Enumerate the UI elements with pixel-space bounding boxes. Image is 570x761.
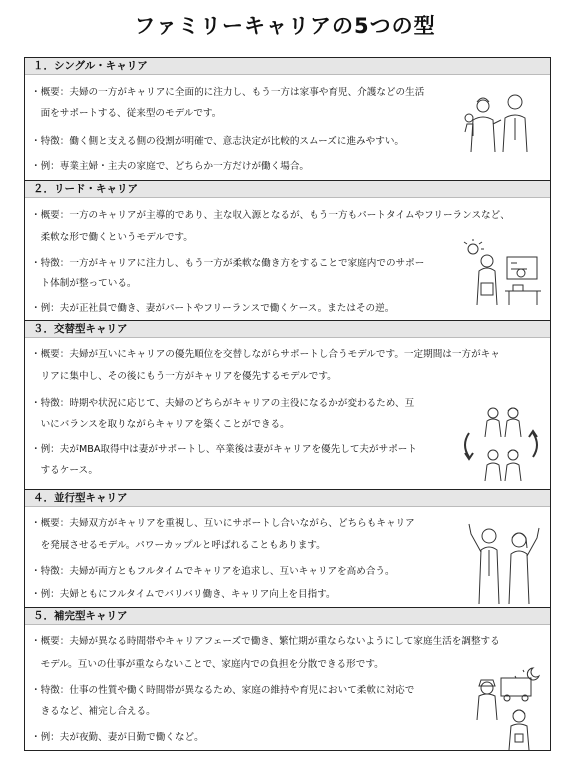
section-parallel-career: [25, 489, 550, 607]
example-line: ・例：夫が正社員で働き、妻がパートやフリーランスで働くケース。またはその逆。: [31, 303, 395, 314]
example-line: するケース。: [31, 465, 98, 476]
section-alternating-career: [25, 320, 550, 489]
overview-line: 面をサポートする、従来型のモデルです。: [31, 108, 222, 119]
example-line: ・例：夫が夜勤、妻が日勤で働くなど。: [31, 732, 204, 743]
feature-line: ・特徴：仕事の性質や働く時間帯が異なるため、家庭の維持や育児において柔軟に対応で: [31, 685, 415, 696]
overview-line: ・概要：夫婦双方がキャリアを重視し、互いにサポートし合いながら、どちらもキャリア: [31, 518, 415, 529]
overview-line: ・概要：夫婦が互いにキャリアの優先順位を交替しながらサポートし合うモデルです。一定期間は一方がキャ: [31, 349, 500, 360]
feature-line: ト体制が整っている。: [31, 278, 137, 289]
section-heading: １．シングル・キャリア: [25, 58, 550, 75]
overview-line: を発展させるモデル。パワーカップルと呼ばれることもあります。: [31, 540, 326, 551]
working-couple-illustration: [457, 239, 545, 305]
feature-line: ・特徴：一方がキャリアに注力し、もう一方が柔軟な働き方をすることで家庭内でのサポー: [31, 258, 425, 269]
feature-line: ・特徴：時期や状況に応じて、夫婦のどちらがキャリアの主役になるかが変わるため、互: [31, 398, 415, 409]
feature-line: いにバランスを取りながらキャリアを築くことができる。: [31, 419, 290, 430]
overview-line: リアに集中し、その後にもう一方がキャリアを優先するモデルです。: [31, 371, 337, 382]
example-line: ・例：夫がMBA取得中は妻がサポートし、卒業後は妻がキャリアを優先して夫がサポート: [31, 444, 417, 455]
power-couple-illustration: [465, 516, 545, 604]
section-heading: ２．リード・キャリア: [25, 181, 550, 198]
section-heading: ３．交替型キャリア: [25, 321, 550, 338]
section-complementary-career: [25, 607, 550, 750]
example-line: ・例：専業主婦・主夫の家庭で、どちらか一方だけが働く場合。: [31, 161, 310, 172]
shift-workers-illustration: [471, 664, 545, 750]
overview-line: 柔軟な形で働くというモデルです。: [31, 232, 193, 243]
feature-line: きるなど、補完し合える。: [31, 706, 156, 717]
types-table: [24, 57, 551, 751]
section-lead-career: [25, 180, 550, 320]
section-single-career: [25, 58, 550, 180]
overview-line: ・概要：夫婦が異なる時間帯やキャリアフェーズで働き、繁忙期が重ならないようにして家庭生活を調整する: [31, 636, 500, 647]
alternating-couples-illustration: [459, 403, 545, 485]
family-illustration: [457, 90, 541, 152]
section-heading: ４．並行型キャリア: [25, 490, 550, 507]
section-heading: ５．補完型キャリア: [25, 608, 550, 625]
overview-line: ・概要：一方のキャリアが主導的であり、主な収入源となるが、もう一方もパートタイムやフリーランスなど、: [31, 210, 510, 221]
overview-line: ・概要：夫婦の一方がキャリアに全面的に注力し、もう一方は家事や育児、介護などの生活: [31, 87, 425, 98]
page-title: ファミリーキャリアの5つの型: [134, 14, 436, 38]
example-line: ・例：夫婦ともにフルタイムでバリバリ働き、キャリア向上を目指す。: [31, 589, 336, 600]
overview-line: モデル。互いの仕事が重ならないことで、家庭内での負担を分散できる形です。: [31, 659, 384, 670]
feature-line: ・特徴：夫婦が両方ともフルタイムでキャリアを追求し、互いキャリアを高め合う。: [31, 566, 395, 577]
feature-line: ・特徴：働く側と支える側の役割が明確で、意志決定が比較的スムーズに進みやすい。: [31, 136, 405, 147]
